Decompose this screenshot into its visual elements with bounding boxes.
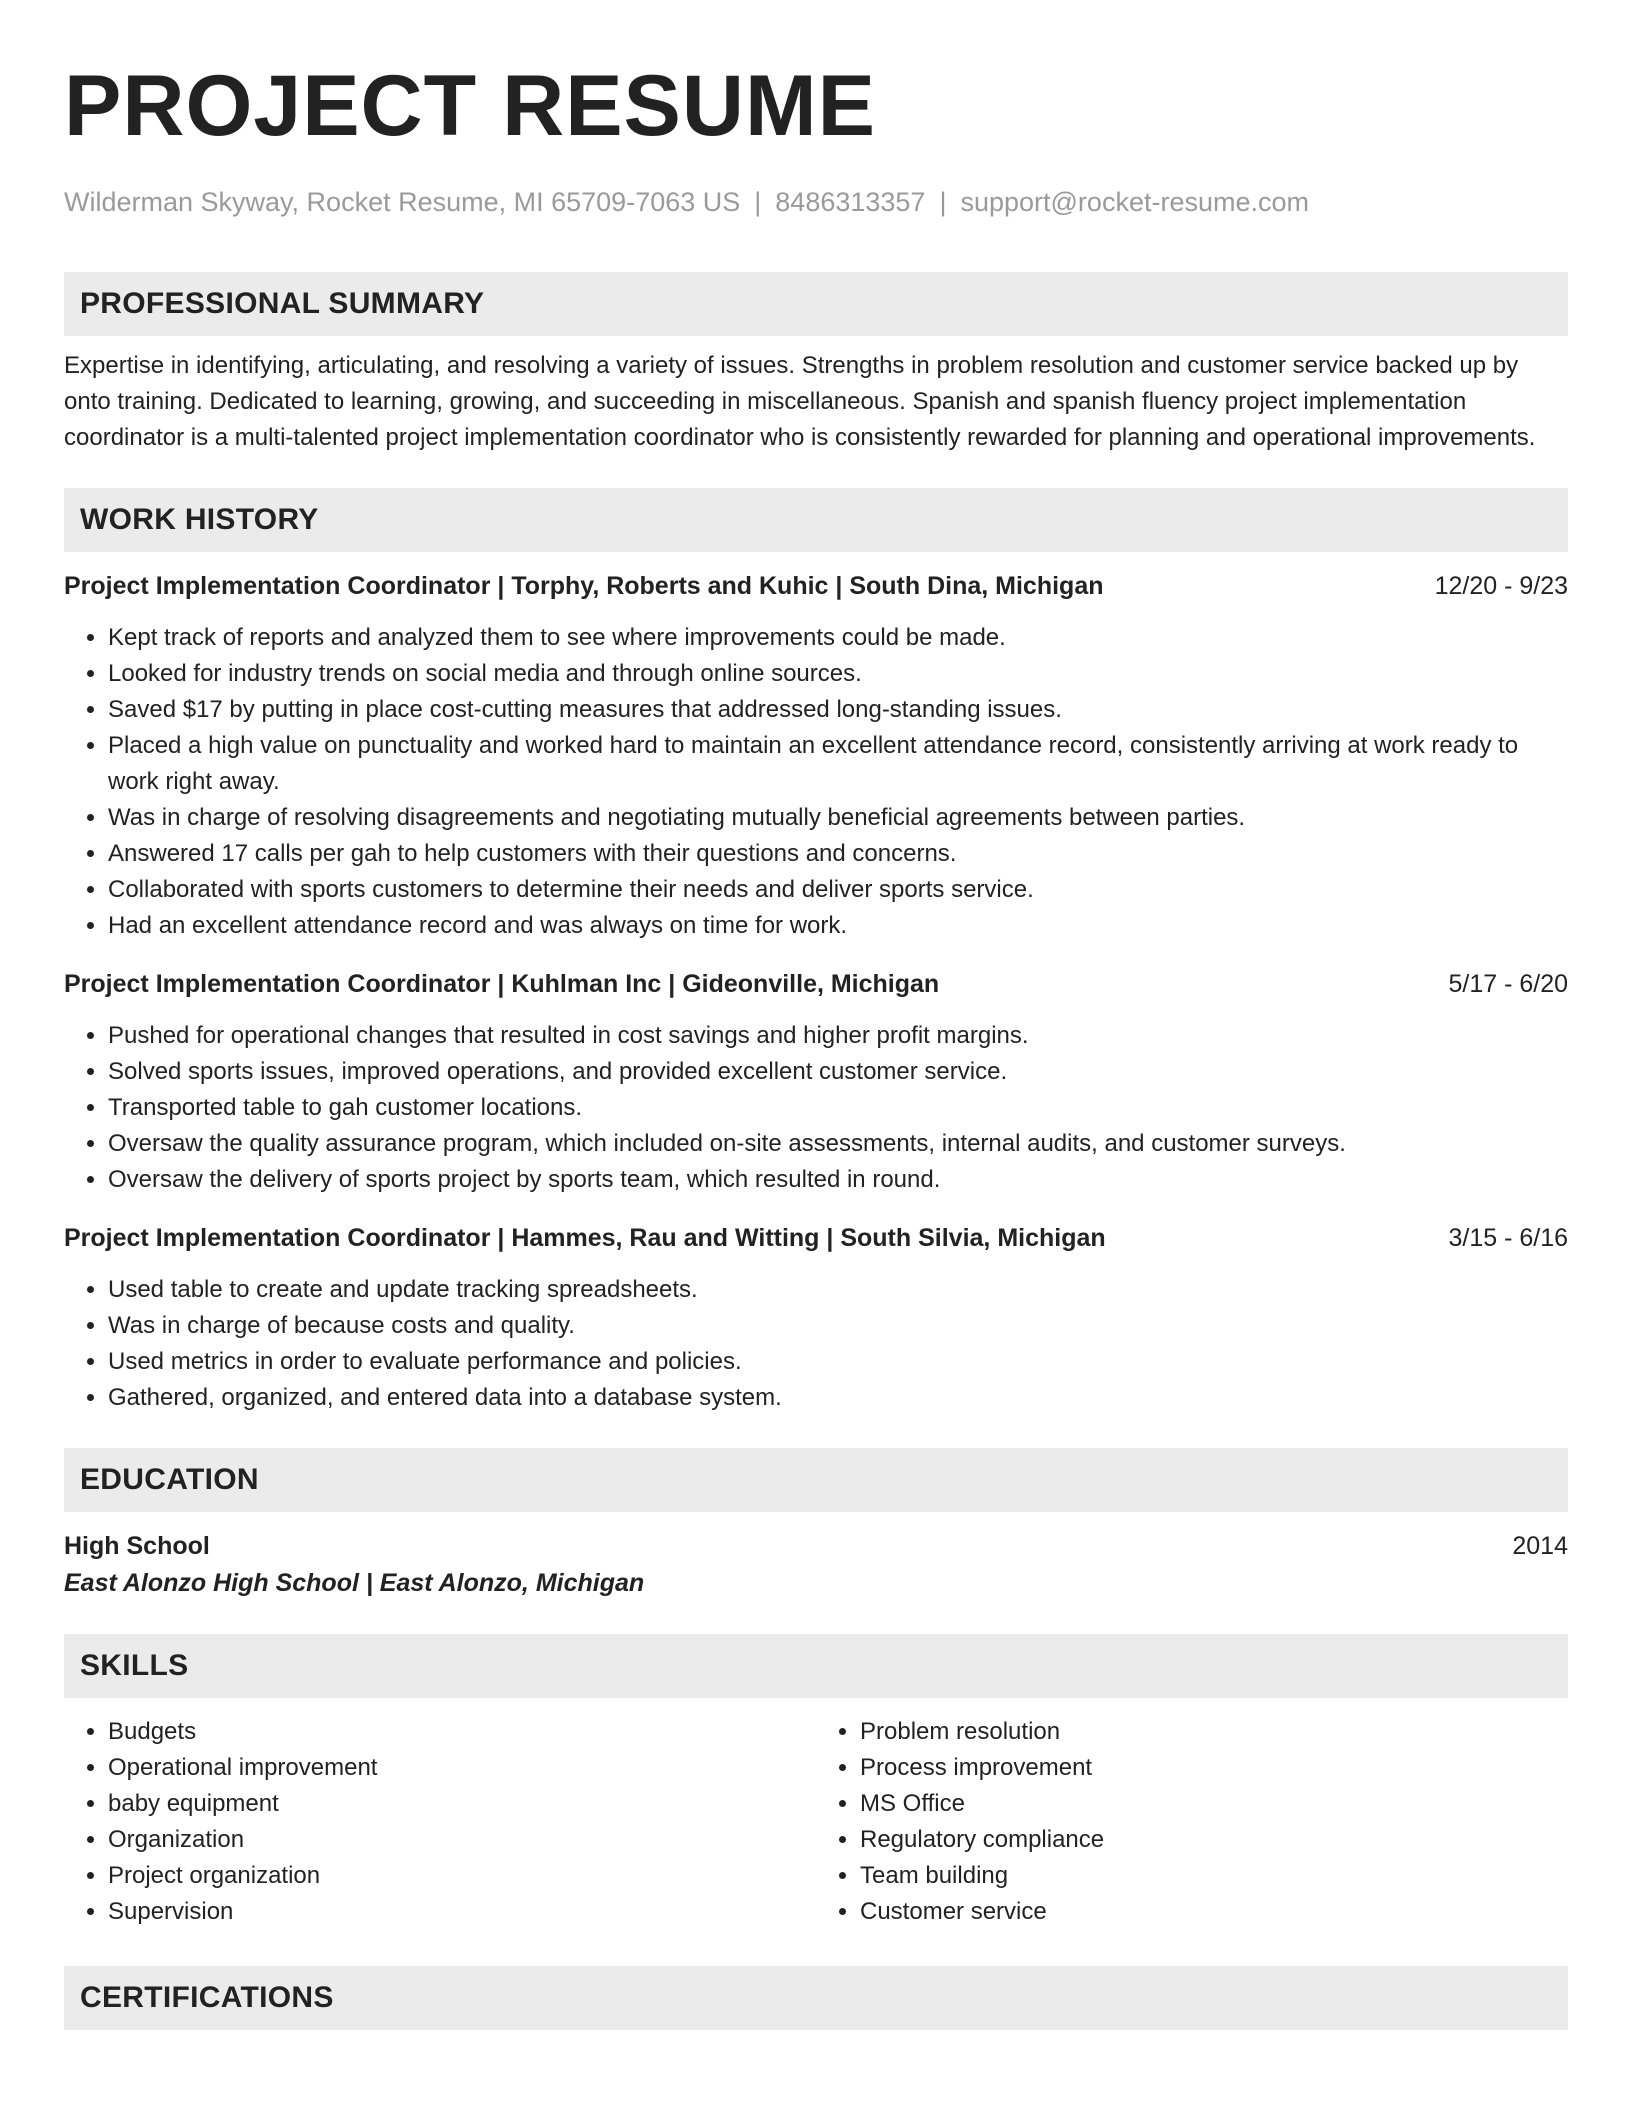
- skill-item: • Process improvement: [860, 1750, 1568, 1786]
- education-degree: High School: [64, 1532, 210, 1560]
- job-dates: 5/17 - 6/20: [1448, 970, 1568, 998]
- list-item: • Pushed for operational changes that resulted in cost savings and higher profit margins.: [108, 1018, 1568, 1054]
- skill-item: • Problem resolution: [860, 1714, 1568, 1750]
- skills-list-left: [64, 1714, 816, 1930]
- summary-text: Expertise in identifying, articulating, and resolving a variety of issues. Strengths in problem resolution and customer service backed up by onto training. Dedicated to learning, growing, and succeeding in miscellaneous. Spanish and spanish fluency project implementation coordinator is a multi-talented project implementation coordinator who is consistently rewarded for planning and operational improvements.: [64, 352, 1536, 451]
- job-bullets: [64, 1272, 1568, 1416]
- contact-address: Wilderman Skyway, Rocket Resume, MI 65709-7063 US: [64, 187, 741, 217]
- skill-item: • Team building: [860, 1858, 1568, 1894]
- job-header: [64, 568, 1568, 604]
- list-item: • Solved sports issues, improved operations, and provided excellent customer service.: [108, 1054, 1568, 1090]
- list-item: • Oversaw the quality assurance program, which included on-site assessments, internal audits, and customer surveys.: [108, 1126, 1568, 1162]
- skill-item: • MS Office: [860, 1786, 1568, 1822]
- contact-line: [64, 184, 1568, 220]
- skill-item: • Project organization: [108, 1858, 816, 1894]
- education-entry: [64, 1528, 1568, 1602]
- list-item: • Transported table to gah customer locations.: [108, 1090, 1568, 1126]
- list-item: • Oversaw the delivery of sports project by sports team, which resulted in round.: [108, 1162, 1568, 1198]
- skill-item: • Regulatory compliance: [860, 1822, 1568, 1858]
- skills-heading: SKILLS: [64, 1634, 1568, 1698]
- job-entry: [64, 1220, 1568, 1416]
- contact-separator: |: [939, 187, 947, 217]
- list-item: • Collaborated with sports customers to determine their needs and deliver sports service.: [108, 872, 1568, 908]
- skill-item: • baby equipment: [108, 1786, 816, 1822]
- list-item: • Placed a high value on punctuality and worked hard to maintain an excellent attendance record, consistently arriving at work ready to work right away.: [108, 728, 1568, 800]
- job-header: [64, 966, 1568, 1002]
- list-item: • Answered 17 calls per gah to help customers with their questions and concerns.: [108, 836, 1568, 872]
- list-item: • Used metrics in order to evaluate performance and policies.: [108, 1344, 1568, 1380]
- job-dates: 3/15 - 6/16: [1448, 1224, 1568, 1252]
- certifications-heading: CERTIFICATIONS: [64, 1966, 1568, 2030]
- list-item: • Had an excellent attendance record and was always on time for work.: [108, 908, 1568, 944]
- education-school: East Alonzo High School | East Alonzo, Michigan: [64, 1569, 645, 1597]
- job-bullets: [64, 620, 1568, 944]
- job-bullets: [64, 1018, 1568, 1198]
- list-item: • Was in charge of resolving disagreements and negotiating mutually beneficial agreements between parties.: [108, 800, 1568, 836]
- education-header: [64, 1528, 1568, 1564]
- skills-columns: [64, 1714, 1568, 1930]
- job-header: [64, 1220, 1568, 1256]
- job-dates: 12/20 - 9/23: [1434, 572, 1568, 600]
- work-history-heading: WORK HISTORY: [64, 488, 1568, 552]
- summary-heading: PROFESSIONAL SUMMARY: [64, 272, 1568, 336]
- list-item: • Used table to create and update tracking spreadsheets.: [108, 1272, 1568, 1308]
- skill-item: • Organization: [108, 1822, 816, 1858]
- list-item: • Gathered, organized, and entered data into a database system.: [108, 1380, 1568, 1416]
- job-title: Project Implementation Coordinator | Hammes, Rau and Witting | South Silvia, Michigan: [64, 1224, 1106, 1252]
- list-item: • Kept track of reports and analyzed them to see where improvements could be made.: [108, 620, 1568, 656]
- skill-item: • Customer service: [860, 1894, 1568, 1930]
- job-entry: [64, 568, 1568, 944]
- contact-phone: 8486313357: [775, 187, 926, 217]
- education-year: 2014: [1512, 1532, 1568, 1560]
- job-entry: [64, 966, 1568, 1198]
- list-item: • Was in charge of because costs and quality.: [108, 1308, 1568, 1344]
- list-item: • Looked for industry trends on social media and through online sources.: [108, 656, 1568, 692]
- list-item: • Saved $17 by putting in place cost-cutting measures that addressed long-standing issues.: [108, 692, 1568, 728]
- resume-title: PROJECT RESUME: [64, 58, 877, 154]
- skill-item: • Budgets: [108, 1714, 816, 1750]
- education-heading: EDUCATION: [64, 1448, 1568, 1512]
- skill-item: • Operational improvement: [108, 1750, 816, 1786]
- job-title: Project Implementation Coordinator | Torphy, Roberts and Kuhic | South Dina, Michigan: [64, 572, 1104, 600]
- job-title: Project Implementation Coordinator | Kuhlman Inc | Gideonville, Michigan: [64, 970, 940, 998]
- contact-separator: |: [754, 187, 762, 217]
- contact-email: support@rocket-resume.com: [960, 187, 1309, 217]
- skill-item: • Supervision: [108, 1894, 816, 1930]
- skills-list-right: [816, 1714, 1568, 1930]
